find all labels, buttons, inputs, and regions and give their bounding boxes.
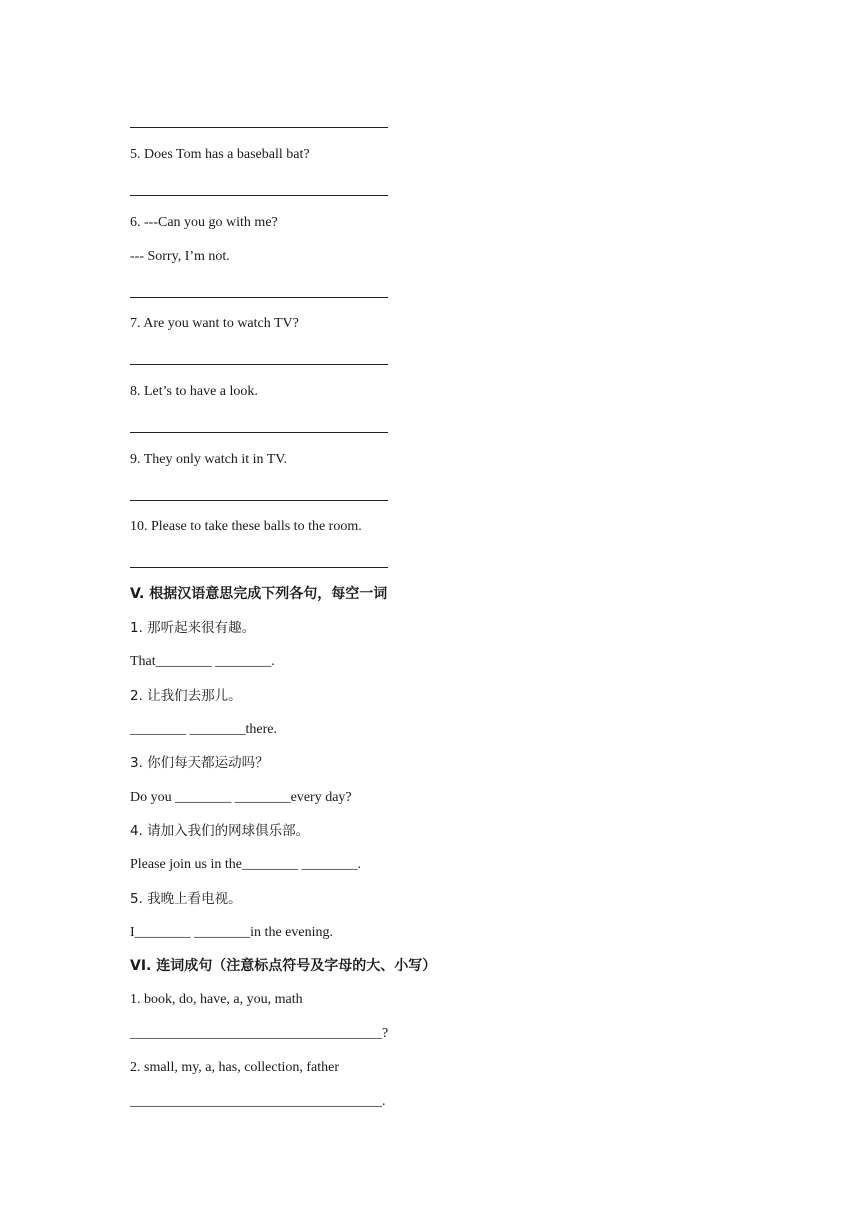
chinese-prompt: 3. 你们每天都运动吗？ — [130, 755, 269, 771]
word-list: 1. book, do, have, a, you, math — [130, 992, 303, 1007]
word-list: 2. small, my, a, has, collection, father — [130, 1060, 340, 1075]
chinese-prompt: 1. 那听起来很有趣。 — [130, 620, 256, 636]
answer-line[interactable] — [130, 297, 388, 298]
question-text: 9. They only watch it in TV. — [130, 452, 288, 467]
question-text: 5. Does Tom has a baseball bat? — [130, 147, 310, 162]
answer-line[interactable] — [130, 500, 388, 501]
question-text: 10. Please to take these balls to the room. — [130, 519, 362, 534]
answer-line[interactable] — [130, 127, 388, 128]
answer-line[interactable] — [130, 195, 388, 196]
chinese-prompt: 4. 请加入我们的网球俱乐部。 — [130, 823, 310, 839]
question-text: 6. ---Can you go with me? — [130, 215, 278, 230]
question-text: 7. Are you want to watch TV? — [130, 316, 299, 331]
answer-line[interactable]: ____________________________________? — [130, 1026, 389, 1041]
section-heading: VI. 连词成句（注意标点符号及字母的大、小写） — [130, 958, 437, 974]
chinese-prompt: 2. 让我们去那儿。 — [130, 688, 242, 704]
answer-line[interactable]: ____________________________________. — [130, 1094, 386, 1109]
answer-line[interactable] — [130, 432, 388, 433]
fill-blank-sentence[interactable]: ________ ________there. — [130, 722, 277, 737]
question-text-reply: --- Sorry, I’m not. — [130, 249, 230, 264]
fill-blank-sentence[interactable]: I________ ________in the evening. — [130, 925, 333, 940]
question-text: 8. Let’s to have a look. — [130, 384, 258, 399]
answer-line[interactable] — [130, 364, 388, 365]
chinese-prompt: 5. 我晚上看电视。 — [130, 891, 242, 907]
fill-blank-sentence[interactable]: That________ ________. — [130, 654, 275, 669]
answer-line[interactable] — [130, 567, 388, 568]
fill-blank-sentence[interactable]: Do you ________ ________every day? — [130, 790, 352, 805]
section-heading: V. 根据汉语意思完成下列各句，每空一词 — [130, 586, 388, 602]
fill-blank-sentence[interactable]: Please join us in the________ ________. — [130, 857, 361, 872]
